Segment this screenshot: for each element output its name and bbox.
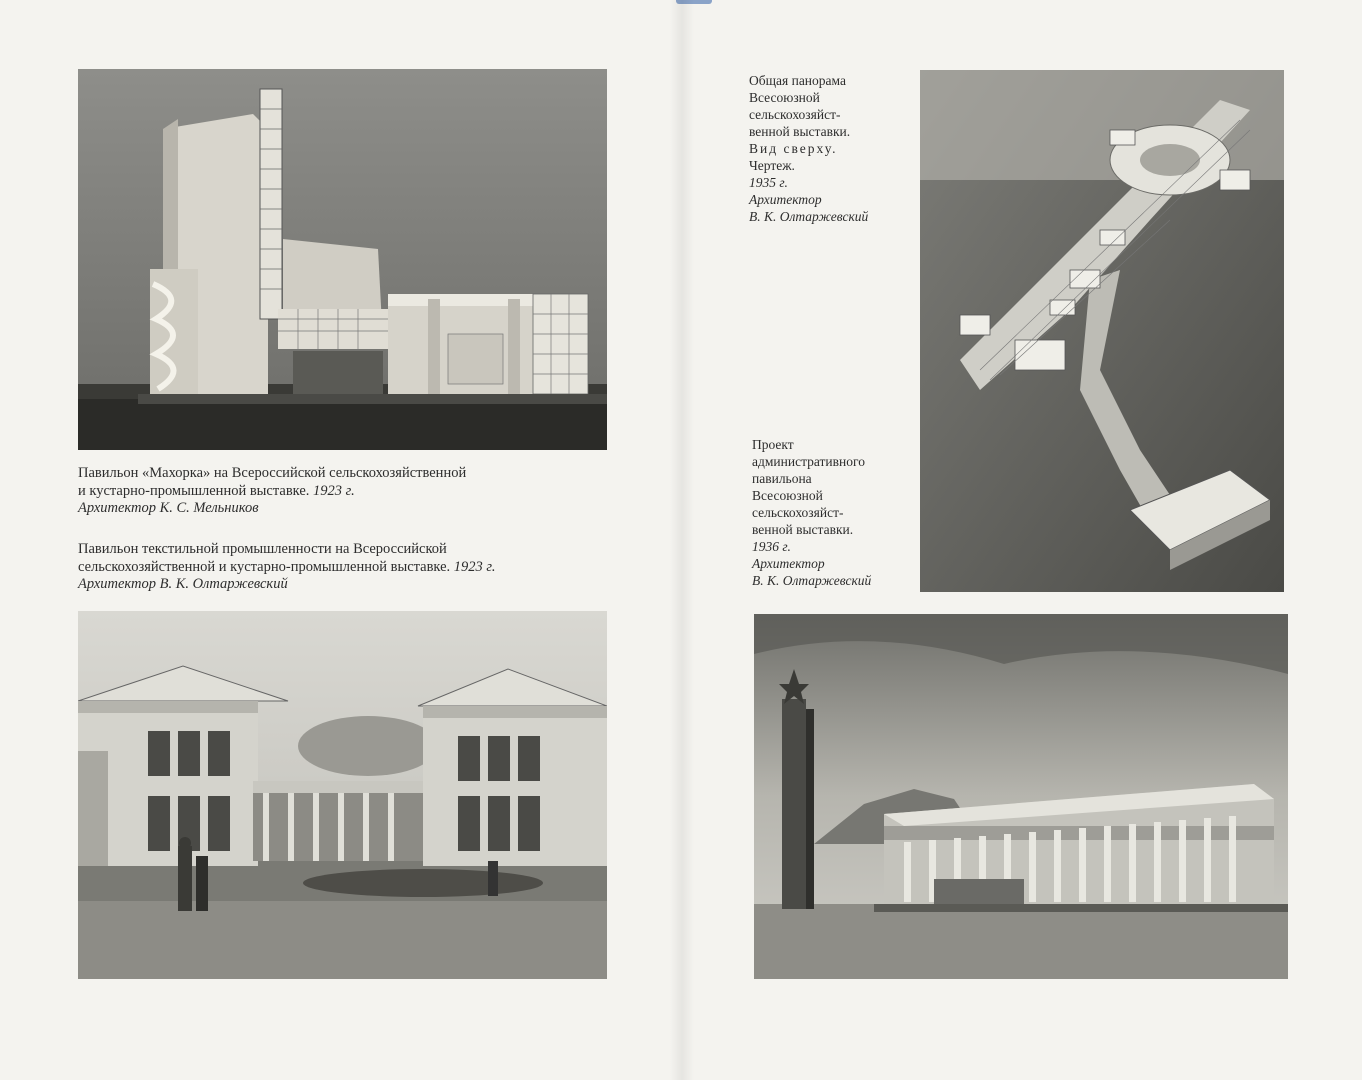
admin-caption [752, 436, 871, 589]
admin-arch-title: Архитектор [752, 556, 825, 571]
admin-year: 1936 г. [752, 539, 791, 554]
panorama-drawing-photo [920, 70, 1284, 592]
textile-architect: Архитектор В. К. Олтаржевский [78, 576, 288, 592]
textile-caption-text: сельскохозяйственной и кустарно-промышленной выставке. [78, 558, 451, 575]
admin-line-2: административного [752, 454, 865, 469]
textile-caption-line2 [78, 559, 496, 577]
admin-line-1: Проект [752, 437, 794, 452]
panorama-arch-title: Архитектор [749, 192, 822, 207]
panorama-caption [749, 72, 868, 225]
makhorka-caption [78, 465, 466, 518]
admin-line-5: сельскохозяйст- [752, 505, 844, 520]
textile-pavilion-photo [78, 611, 607, 979]
panorama-arch-name: В. К. Олтаржевский [749, 209, 869, 224]
admin-line-6: венной выставки. [752, 522, 854, 537]
textile-pavilion-image [78, 611, 607, 979]
admin-line-3: павильона [752, 471, 812, 486]
panorama-line-3: сельскохозяйст- [749, 107, 841, 122]
makhorka-architect: Архитектор К. С. Мельников [78, 500, 259, 516]
panorama-line-1: Общая панорама [749, 73, 846, 88]
panorama-aerial-image [920, 70, 1284, 592]
makhorka-caption-line1: Павильон «Махорка» на Всероссийской сельскохозяйственной [78, 465, 467, 481]
admin-pavilion-photo [754, 614, 1288, 979]
admin-pavilion-image [754, 614, 1288, 979]
panorama-line-4: венной выставки. [749, 124, 851, 139]
panorama-view: Вид сверху. [749, 141, 838, 156]
panorama-drawing: Чертеж. [749, 158, 795, 173]
makhorka-caption-line2 [78, 483, 466, 501]
page-gutter [670, 0, 694, 1080]
makhorka-year: 1923 г. [313, 482, 355, 499]
panorama-year: 1935 г. [749, 175, 788, 190]
textile-year: 1923 г. [453, 558, 496, 575]
makhorka-caption-text: и кустарно-промышленной выставке. [78, 482, 310, 499]
makhorka-pavilion-photo [78, 69, 607, 450]
textile-caption-line1: Павильон текстильной промышленности на Всероссийской [78, 541, 447, 557]
admin-line-4: Всесоюзной [752, 488, 823, 503]
makhorka-model-image [78, 69, 607, 450]
admin-arch-name: В. К. Олтаржевский [752, 573, 872, 588]
panorama-line-2: Всесоюзной [749, 90, 820, 105]
textile-caption [78, 541, 496, 594]
